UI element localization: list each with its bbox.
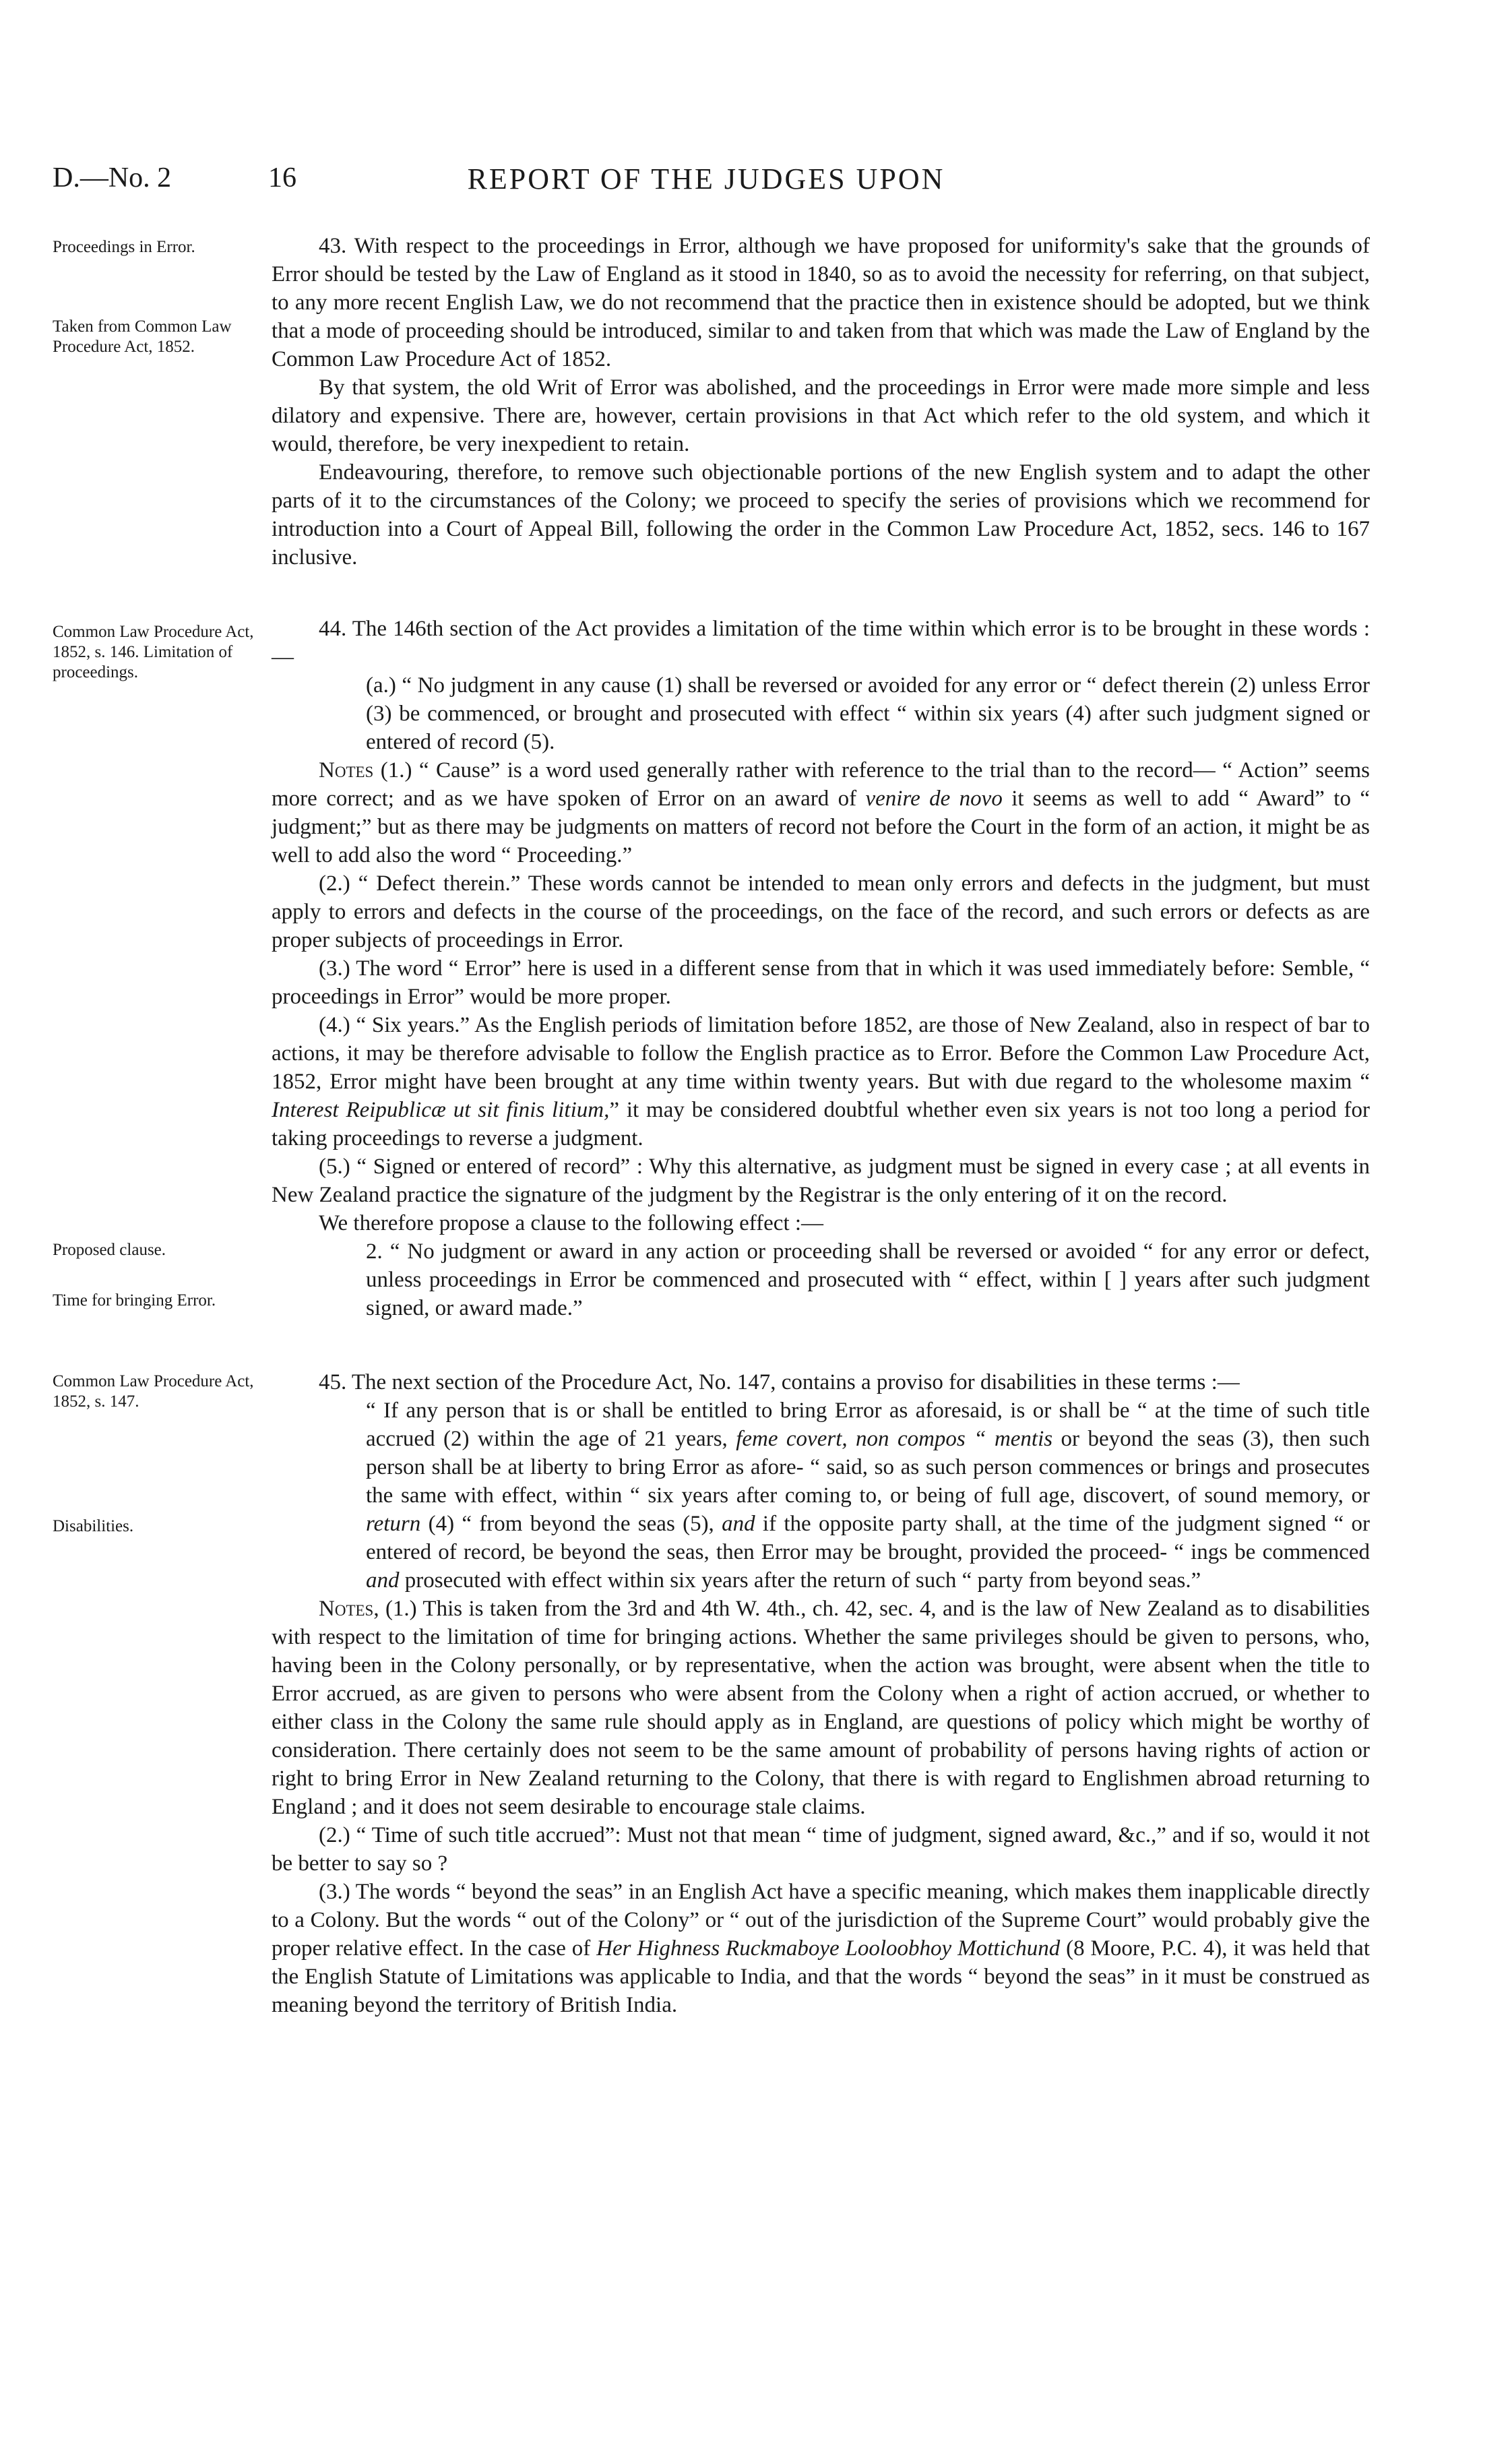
section-44	[272, 615, 1370, 1322]
section-43	[272, 232, 1370, 572]
page-header	[53, 162, 1360, 209]
margin-note-section-147: Common Law Procedure Act, 1852, s. 147.	[53, 1372, 254, 1411]
section-45	[272, 1368, 1370, 2019]
note-paragraph: (5.) “ Signed or entered of record” : Why this alternative, as judgment must be signed in every case ; at all events in New Zealand practice the signature of the judgment by the Registrar is the only entering of it on the record.	[272, 1155, 1370, 1207]
margin-note-section-146: Common Law Procedure Act, 1852, s. 146. Limitation of proceedings.	[53, 623, 254, 681]
paragraph: 45. The next section of the Procedure Act, No. 147, contains a proviso for disabilities in these terms :—	[319, 1370, 1240, 1394]
notes-label: Notes	[319, 1597, 374, 1621]
margin-note-time-for-error: Time for bringing Error.	[53, 1291, 216, 1310]
note-paragraph: (3.) The words “ beyond the seas” in an English Act have a specific meaning, which makes them inapplicable directly to a Colony. But the words “ out of the Colony” or “ out of the jurisdiction of the Supreme Court” would probably give the proper relative effect. In the case of Her Highness Ruckmaboye Looloobhoy Mottichund (8 Moore, P.C. 4), it was held that the English Statute of Limitations was applicable to India, and that the words “ beyond the seas” in it must be construed as meaning beyond the territory of British India.	[272, 1880, 1370, 2017]
margin-note-disabilities: Disabilities.	[53, 1517, 134, 1535]
proposed-clause-text: 2. “ No judgment or award in any action or proceeding shall be reversed or avoided “ for any error or defect, unless proceedings in Error be commenced and prosecuted with “ effect, within [ ] years after such judgment signed, or award made.”	[366, 1239, 1370, 1320]
running-title: REPORT OF THE JUDGES UPON	[467, 162, 945, 195]
margin-note-proposed-clause: Proposed clause.	[53, 1241, 166, 1259]
note-paragraph: Notes, (1.) This is taken from the 3rd and 4th W. 4th., ch. 42, sec. 4, and is the law of New Zealand as to disabilities with respect to the limitation of time for bringing actions. Whether the same privileges should be given to persons, who, having been in the Colony personally, or by representative, when the action was brought, were absent when the title to Error accrued, as are given to persons who were absent from the Colony when a right of action accrued, or whether to either class in the Colony the same rule should apply as in England, are questions of policy which might be worthy of consideration. There certainly does not seem to be the same amount of probability of persons having rights of action or right to bring Error in New Zealand returning to the Colony, that there is with regard to Englishmen abroad returning to England ; and it does not seem desirable to encourage stale claims.	[272, 1597, 1370, 1819]
note-paragraph: (3.) The word “ Error” here is used in a different sense from that in which it was used immediately before: Semble, “ proceedings in Error” would be more proper.	[272, 956, 1370, 1009]
statute-quote: “ If any person that is or shall be entitled to bring Error as aforesaid, is or shall be “ at the time of such title accrued (2) within the age of 21 years, feme covert, non compos “ mentis or beyond the seas (3), then such person shall be at liberty to bring Error as afore- “ said, so as such person commences or brings and prosecutes the same with effect, within “ six years after coming to, or being of full age, discovert, of sound memory, or return (4) “ from beyond the seas (5), and if the opposite party shall, at the time of the judgment signed “ or entered of record, be beyond the seas, then Error may be brought, provided the proceed- “ ings be commenced and prosecuted with effect within six years after the return of such “ party from beyond seas.”	[366, 1398, 1371, 1593]
note-paragraph: (4.) “ Six years.” As the English periods of limitation before 1852, are those of New Zealand, also in respect of bar to actions, it may be therefore advisable to follow the English practice as to Error. Before the Common Law Procedure Act, 1852, Error might have been brought at any time within twenty years. But with due regard to the wholesome maxim “ Interest Reipublicæ ut sit finis litium,” it may be considered doubtful whether even six years is not too long a period for taking proceedings to reverse a judgment.	[272, 1013, 1371, 1150]
page-number: 16	[268, 162, 296, 193]
paragraph: 43. With respect to the proceedings in Error, although we have proposed for uniformity's sake that the grounds of Error should be tested by the Law of England as it stood in 1840, so as to avoid the necessity for referring, on that subject, to any more recent English Law, we do not recommend that the practice then in existence should be adopted, but we think that a mode of proceeding should be introduced, similar to and taken from that which was made the Law of England by the Common Law Procedure Act of 1852.	[272, 234, 1370, 371]
document-code: D.—No. 2	[53, 162, 172, 193]
notes-label: Notes	[319, 758, 374, 782]
note-paragraph: (2.) “ Defect therein.” These words cannot be intended to mean only errors and defects in the judgment, but must apply to errors and defects in the course of the proceedings, on the face of the record, and such errors or defects as are proper subjects of proceedings in Error.	[272, 871, 1370, 952]
paragraph: We therefore propose a clause to the following effect :—	[319, 1211, 824, 1235]
margin-note-procedure-act-1852: Taken from Common Law Procedure Act, 1852.	[53, 317, 232, 356]
paragraph: Endeavouring, therefore, to remove such objectionable portions of the new English system and to adapt the other parts of it to the circumstances of the Colony; we proceed to specify the series of provisions which we recommend for introduction into a Court of Appeal Bill, following the order in the Common Law Procedure Act, 1852, secs. 146 to 167 inclusive.	[272, 460, 1370, 570]
paragraph: By that system, the old Writ of Error was abolished, and the proceedings in Error were made more simple and less dilatory and expensive. There are, however, certain provisions in that Act which refer to the old system, and which it would, therefore, be very inexpedient to retain.	[272, 375, 1370, 456]
note-paragraph: (2.) “ Time of such title accrued”: Must not that mean “ time of judgment, signed award, &c.,” and if so, would it not be better to say so ?	[272, 1823, 1370, 1876]
paragraph: 44. The 146th section of the Act provides a limitation of the time within which error is to be brought in these words :—	[272, 617, 1370, 669]
statute-quote: (a.) “ No judgment in any cause (1) shall be reversed or avoided for any error or “ defect therein (2) unless Error (3) be commenced, or brought and prosecuted with effect “ within six years (4) after such judgment signed or entered of record (5).	[366, 673, 1370, 754]
margin-note-proceedings-in-error: Proceedings in Error.	[53, 238, 195, 256]
note-paragraph: Notes (1.) “ Cause” is a word used generally rather with reference to the trial than to the record— “ Action” seems more correct; and as we have spoken of Error on an award of venire de novo it seems as well to add “ Award” to “ judgment;” but as there may be judgments on matters of record not before the Court in the form of an action, it might be as well to add also the word “ Proceeding.”	[272, 758, 1370, 867]
